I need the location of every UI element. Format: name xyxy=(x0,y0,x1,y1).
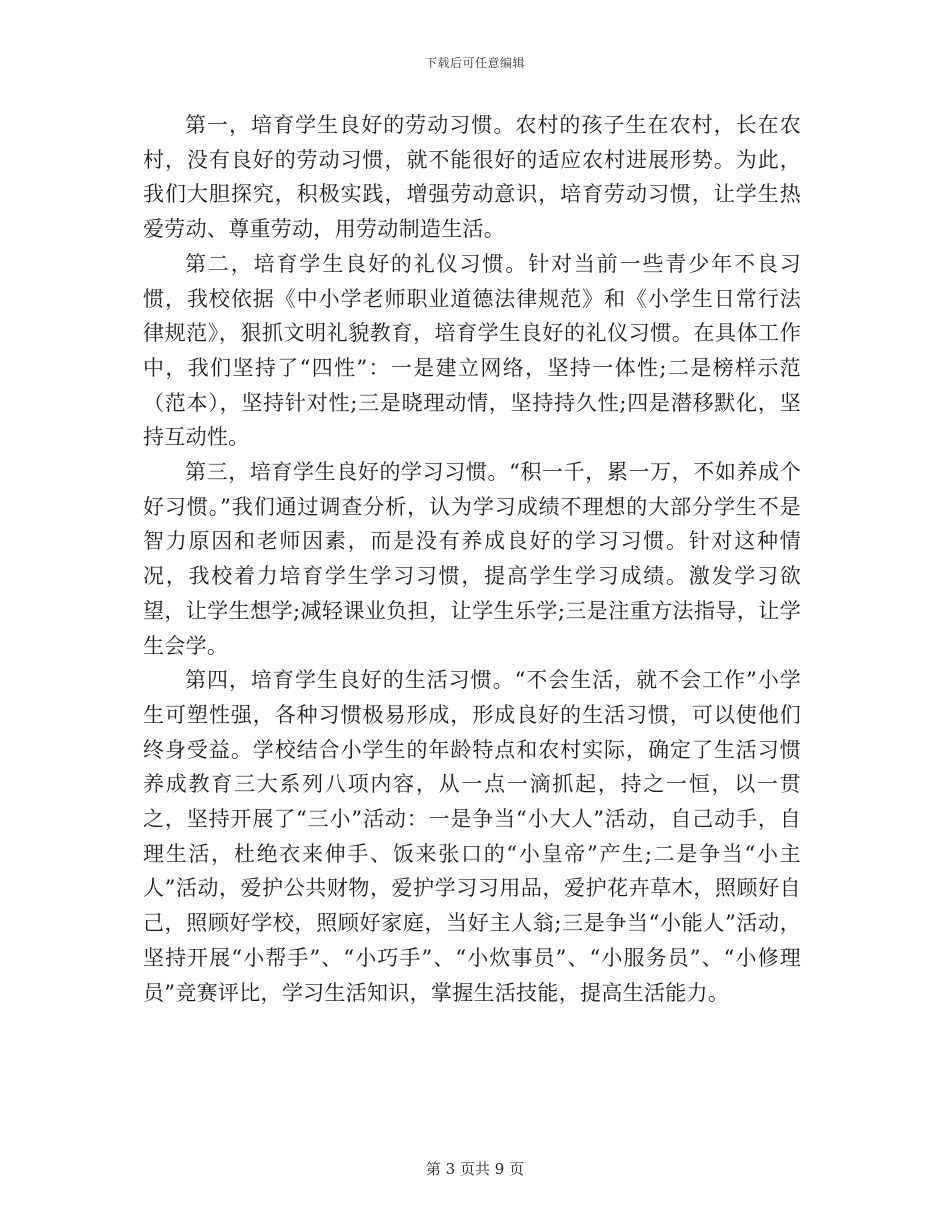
document-body xyxy=(143,108,801,1010)
paragraph-labor-habits: 第一，培育学生良好的劳动习惯。农村的孩子生在农村，长在农村，没有良好的劳动习惯，就不能很好的适应农村进展形势。为此，我们大胆探究，积极实践，增强劳动意识，培育劳动习惯，让学生热爱劳动、尊重劳动，用劳动制造生活。 xyxy=(143,113,801,242)
paragraph-life-habits: 第四，培育学生良好的生活习惯。“不会生活，就不会工作”小学生可塑性强，各种习惯极易形成，形成良好的生活习惯，可以使他们终身受益。学校结合小学生的年龄特点和农村实际，确定了生活习惯养成教育三大系列八项内容，从一点一滴抓起，持之一恒，以一贯之，坚持开展了“三小”活动：一是争当“小大人”活动，自己动手，自理生活，杜绝衣来伸手、饭来张口的“小皇帝”产生;二是争当“小主人”活动，爱护公共财物，爱护学习习用品，爱护花卉草木，照顾好自己，照顾好学校，照顾好家庭，当好主人翁;三是争当“小能人”活动，坚持开展“小帮手”、“小巧手”、“小炊事员”、“小服务员”、“小修理员”竞赛评比，学习生活知识，掌握生活技能，提高生活能力。 xyxy=(143,668,801,1005)
paragraph-etiquette-habits: 第二，培育学生良好的礼仪习惯。针对当前一些青少年不良习惯，我校依据《中小学老师职业道德法律规范》和《小学生日常行法律规范》，狠抓文明礼貌教育，培育学生良好的礼仪习惯。在具体工作中，我们坚持了“四性”：一是建立网络，坚持一体性;二是榜样示范（范本），坚持针对性;三是晓理动情，坚持持久性;四是潜移默化，坚持互动性。 xyxy=(143,251,801,450)
page-header-note: 下载后可任意编辑 xyxy=(424,56,525,70)
paragraph-study-habits: 第三，培育学生良好的学习习惯。“积一千，累一万，不如养成个好习惯。”我们通过调查分析，认为学习成绩不理想的大部分学生不是智力原因和老师因素，而是没有养成良好的学习习惯。针对这种情况，我校着力培育学生学习习惯，提高学生学习成绩。激发学习欲望，让学生想学;减轻课业负担，让学生乐学;三是注重方法指导，让学生会学。 xyxy=(143,460,801,658)
page-number: 第 3 页共 9 页 xyxy=(425,1160,525,1178)
